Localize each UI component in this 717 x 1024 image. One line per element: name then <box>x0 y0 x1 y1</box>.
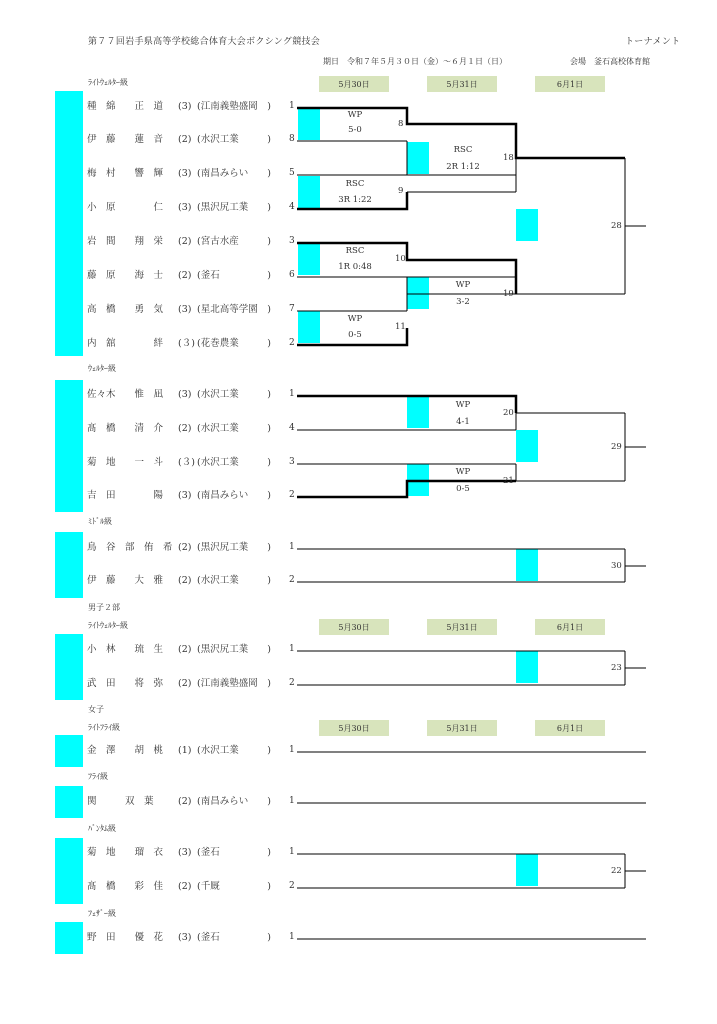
date-badge-day3: 6月1日 <box>535 720 605 736</box>
date-badge-day3: 6月1日 <box>535 619 605 635</box>
match-result-method: WP <box>347 110 363 120</box>
player-grade: (３) <box>178 457 195 468</box>
match-number: 8 <box>398 119 404 129</box>
player-school: (江南義塾盛岡 ) <box>197 101 271 112</box>
player-grade: (2) <box>178 575 192 586</box>
draw-number: 8 <box>289 134 295 144</box>
division-label: 女子 <box>88 705 104 714</box>
match-result-detail: 0-5 <box>348 330 362 340</box>
event-period: 期日 令和７年５月３０日（金）～６月１日（日） <box>323 57 507 66</box>
player-name: 梅 村 響 輝 <box>87 168 164 179</box>
draw-number: 5 <box>289 168 295 178</box>
event-venue: 会場 釜石高校体育館 <box>570 57 650 66</box>
player-grade: (2) <box>178 796 192 807</box>
player-school: (黒沢尻工業 ) <box>197 202 271 213</box>
match-result-detail: 3-2 <box>456 297 470 307</box>
player-grade: (3) <box>178 389 192 400</box>
match-result-method: WP <box>347 314 363 324</box>
player-grade: (2) <box>178 644 192 655</box>
draw-number: 1 <box>289 932 295 942</box>
draw-number: 4 <box>289 423 295 433</box>
player-name: 鳥 谷 部 侑 希 <box>87 542 173 553</box>
player-school: (星北高等学園 ) <box>197 304 271 315</box>
player-school: (水沢工業 ) <box>197 423 271 434</box>
player-name: 種 綿 正 道 <box>87 101 164 112</box>
draw-number: 1 <box>289 101 295 111</box>
draw-number: 2 <box>289 678 295 688</box>
draw-number: 1 <box>289 745 295 755</box>
draw-number: 1 <box>289 644 295 654</box>
match-result-method: RSC <box>345 246 365 256</box>
player-grade: (1) <box>178 745 192 756</box>
weight-class-label: ｳｪﾙﾀｰ級 <box>88 364 116 373</box>
player-school: (水沢工業 ) <box>197 457 271 468</box>
match-result-detail: 3R 1:22 <box>338 195 372 205</box>
player-grade: (3) <box>178 304 192 315</box>
player-name: 髙 橋 彩 佳 <box>87 881 164 892</box>
player-grade: (2) <box>178 423 192 434</box>
player-school: (釜石 ) <box>197 270 271 281</box>
match-number: 28 <box>611 221 622 231</box>
player-school: (南昌みらい ) <box>197 490 271 501</box>
player-school: (釜石 ) <box>197 932 271 943</box>
player-school: (宮古水産 ) <box>197 236 271 247</box>
player-school: (水沢工業 ) <box>197 134 271 145</box>
date-badge-day1: 5月30日 <box>319 619 389 635</box>
player-grade: (3) <box>178 490 192 501</box>
weight-class-label: ﾗｲﾄﾌﾗｲ級 <box>88 723 120 732</box>
player-grade: (3) <box>178 202 192 213</box>
player-name: 藤 原 海 士 <box>87 270 164 281</box>
draw-number: 4 <box>289 202 295 212</box>
draw-number: 1 <box>289 796 295 806</box>
player-school: (江南義塾盛岡 ) <box>197 678 271 689</box>
match-result-detail: 5-0 <box>348 125 362 135</box>
weight-class-label: ﾗｲﾄｳｪﾙﾀｰ級 <box>88 78 128 87</box>
draw-number: 6 <box>289 270 295 280</box>
match-number: 20 <box>503 408 514 418</box>
match-result-detail: 1R 0:48 <box>338 262 372 272</box>
player-school: (千厩 ) <box>197 881 271 892</box>
player-school: (水沢工業 ) <box>197 745 271 756</box>
match-number: 30 <box>611 561 622 571</box>
player-grade: (2) <box>178 270 192 281</box>
player-school: (釜石 ) <box>197 847 271 858</box>
draw-number: 2 <box>289 338 295 348</box>
player-grade: (2) <box>178 236 192 247</box>
draw-number: 1 <box>289 847 295 857</box>
player-school: (水沢工業 ) <box>197 575 271 586</box>
match-number: 21 <box>503 476 514 486</box>
match-number: 23 <box>611 663 622 673</box>
player-grade: (2) <box>178 542 192 553</box>
player-name: 内 舘 絆 <box>87 338 164 349</box>
document-title: 第７７回岩手県高等学校総合体育大会ボクシング競技会 <box>88 37 321 47</box>
weight-class-label: ﾐﾄﾞﾙ級 <box>88 517 112 526</box>
player-school: (花巻農業 ) <box>197 338 271 349</box>
date-badge-day2: 5月31日 <box>427 76 497 92</box>
match-result-method: RSC <box>345 179 365 189</box>
match-number: 22 <box>611 866 622 876</box>
player-grade: (2) <box>178 134 192 145</box>
player-grade: (3) <box>178 101 192 112</box>
draw-number: 1 <box>289 389 295 399</box>
player-school: (南昌みらい ) <box>197 796 271 807</box>
player-name: 武 田 将 弥 <box>87 678 164 689</box>
division-label: 男子２部 <box>88 603 120 612</box>
player-grade: (3) <box>178 847 192 858</box>
player-name: 菊 地 瑠 衣 <box>87 847 164 858</box>
weight-class-label: ﾌﾗｲ級 <box>88 772 108 781</box>
match-number: 18 <box>503 153 514 163</box>
player-school: (黒沢尻工業 ) <box>197 542 271 553</box>
match-number: 9 <box>398 186 404 196</box>
date-badge-day2: 5月31日 <box>427 720 497 736</box>
player-grade: (2) <box>178 881 192 892</box>
player-name: 岩 間 翔 栄 <box>87 236 164 247</box>
draw-number: 2 <box>289 575 295 585</box>
draw-number: 3 <box>289 457 295 467</box>
player-grade: (3) <box>178 168 192 179</box>
match-result-method: WP <box>455 280 471 290</box>
draw-number: 2 <box>289 881 295 891</box>
player-grade: (３) <box>178 338 195 349</box>
player-name: 伊 藤 蓮 音 <box>87 134 164 145</box>
player-name: 髙 橋 清 介 <box>87 423 164 434</box>
draw-number: 7 <box>289 304 295 314</box>
player-name: 野 田 優 花 <box>87 932 164 943</box>
player-name: 高 橋 勇 気 <box>87 304 164 315</box>
document-type: トーナメント <box>625 37 681 47</box>
date-badge-day1: 5月30日 <box>319 720 389 736</box>
date-badge-day3: 6月1日 <box>535 76 605 92</box>
player-name: 関 双 葉 <box>87 796 154 807</box>
date-badge-day2: 5月31日 <box>427 619 497 635</box>
player-name: 伊 藤 大 雅 <box>87 575 164 586</box>
match-number: 29 <box>611 442 622 452</box>
match-number: 10 <box>395 254 406 264</box>
match-result-method: WP <box>455 400 471 410</box>
match-result-detail: 4-1 <box>456 417 470 427</box>
player-school: (黒沢尻工業 ) <box>197 644 271 655</box>
draw-number: 1 <box>289 542 295 552</box>
match-result-method: RSC <box>453 145 473 155</box>
player-name: 小 林 琉 生 <box>87 644 164 655</box>
date-badge-day1: 5月30日 <box>319 76 389 92</box>
player-school: (水沢工業 ) <box>197 389 271 400</box>
player-name: 吉 田 陽 <box>87 490 164 501</box>
weight-class-label: ﾌｪｻﾞｰ級 <box>88 909 116 918</box>
match-result-method: WP <box>455 467 471 477</box>
player-name: 菊 地 一 斗 <box>87 457 164 468</box>
draw-number: 2 <box>289 490 295 500</box>
player-name: 小 原 仁 <box>87 202 164 213</box>
player-grade: (2) <box>178 678 192 689</box>
draw-number: 3 <box>289 236 295 246</box>
match-number: 19 <box>503 289 514 299</box>
weight-class-label: ﾊﾞﾝﾀﾑ級 <box>88 824 116 833</box>
match-result-detail: 0-5 <box>456 484 470 494</box>
player-school: (南昌みらい ) <box>197 168 271 179</box>
weight-class-label: ﾗｲﾄｳｪﾙﾀｰ級 <box>88 621 128 630</box>
player-name: 金 澤 胡 桃 <box>87 745 164 756</box>
match-result-detail: 2R 1:12 <box>446 162 480 172</box>
player-name: 佐々木 惟 凪 <box>87 389 164 400</box>
match-number: 11 <box>395 322 406 332</box>
player-grade: (3) <box>178 932 192 943</box>
